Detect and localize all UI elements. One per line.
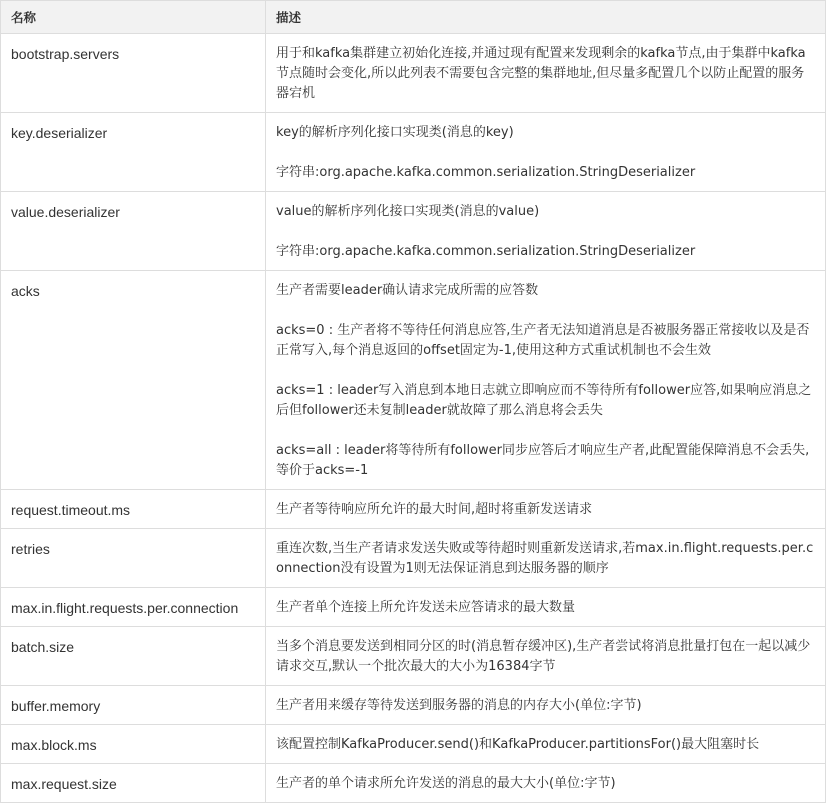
table-row (1, 588, 826, 627)
description-paragraph: acks=1 : leader写入消息到本地日志就立即响应而不等待所有follower应答,如果响应消息之后但follower还未复制leader就故障了那么消息将会丢失 (276, 383, 812, 418)
table-row (1, 192, 826, 271)
description-paragraph: 用于和kafka集群建立初始化连接,并通过现有配置来发现剩余的kafka节点,由于集群中kafka节点随时会变化,所以此列表不需要包含完整的集群地址,但尽量多配置几个以防止配置的服务器宕机 (276, 46, 806, 101)
table-body (1, 34, 826, 803)
header-row (1, 1, 826, 34)
description-paragraph: acks=0 : 生产者将不等待任何消息应答,生产者无法知道消息是否被服务器正常接收以及是否正常写入,每个消息返回的offset固定为-1,使用这种方式重试机制也不会生效 (276, 323, 810, 358)
description-paragraph: 当多个消息要发送到相同分区的时(消息暂存缓冲区),生产者尝试将消息批量打包在一起以减少请求交互,默认一个批次最大的大小为16384字节 (276, 639, 811, 674)
description-paragraph: 生产者的单个请求所允许发送的消息的最大大小(单位:字节) (276, 776, 616, 791)
description-paragraph: 字符串:org.apache.kafka.common.serialization.StringDeserializer (276, 244, 696, 259)
config-name-cell: key.deserializer (1, 113, 266, 192)
description-paragraph: 生产者单个连接上所允许发送未应答请求的最大数量 (276, 600, 576, 615)
description-paragraph: 生产者用来缓存等待发送到服务器的消息的内存大小(单位:字节) (276, 698, 642, 713)
description-paragraph: key的解析序列化接口实现类(消息的key) (276, 125, 514, 140)
config-description-cell (266, 192, 826, 271)
table-row (1, 764, 826, 803)
description-paragraph: 该配置控制KafkaProducer.send()和KafkaProducer.partitionsFor()最大阻塞时长 (276, 737, 760, 752)
config-name-cell: value.deserializer (1, 192, 266, 271)
config-name-cell: batch.size (1, 627, 266, 686)
config-description-cell (266, 627, 826, 686)
column-header-name: 名称 (1, 1, 266, 34)
table-row (1, 627, 826, 686)
description-paragraph: 生产者需要leader确认请求完成所需的应答数 (276, 283, 539, 298)
config-name-cell: retries (1, 529, 266, 588)
table-row (1, 686, 826, 725)
table-row (1, 725, 826, 764)
table-row (1, 529, 826, 588)
description-paragraph: acks=all : leader将等待所有follower同步应答后才响应生产者,此配置能保障消息不会丢失,等价于acks=-1 (276, 443, 810, 478)
table-row (1, 490, 826, 529)
config-name-cell: acks (1, 271, 266, 490)
config-name-cell: max.in.flight.requests.per.connection (1, 588, 266, 627)
config-name-cell: bootstrap.servers (1, 34, 266, 113)
config-description-cell (266, 686, 826, 725)
config-description-cell (266, 725, 826, 764)
table-row (1, 271, 826, 490)
config-description-cell (266, 529, 826, 588)
table-row (1, 34, 826, 113)
config-name-cell: buffer.memory (1, 686, 266, 725)
description-paragraph: value的解析序列化接口实现类(消息的value) (276, 204, 540, 219)
table-row (1, 113, 826, 192)
config-description-cell (266, 588, 826, 627)
description-paragraph: 重连次数,当生产者请求发送失败或等待超时则重新发送请求,若max.in.flight.requests.per.connection没有设置为1则无法保证消息到达服务器的顺序 (276, 541, 814, 576)
config-description-cell (266, 34, 826, 113)
config-name-cell: max.block.ms (1, 725, 266, 764)
config-description-cell (266, 764, 826, 803)
config-description-cell (266, 113, 826, 192)
config-name-cell: request.timeout.ms (1, 490, 266, 529)
config-description-cell (266, 490, 826, 529)
config-name-cell: max.request.size (1, 764, 266, 803)
column-header-description: 描述 (266, 1, 826, 34)
description-paragraph: 生产者等待响应所允许的最大时间,超时将重新发送请求 (276, 502, 593, 517)
description-paragraph: 字符串:org.apache.kafka.common.serialization.StringDeserializer (276, 165, 696, 180)
config-description-cell (266, 271, 826, 490)
table-header (1, 1, 826, 34)
